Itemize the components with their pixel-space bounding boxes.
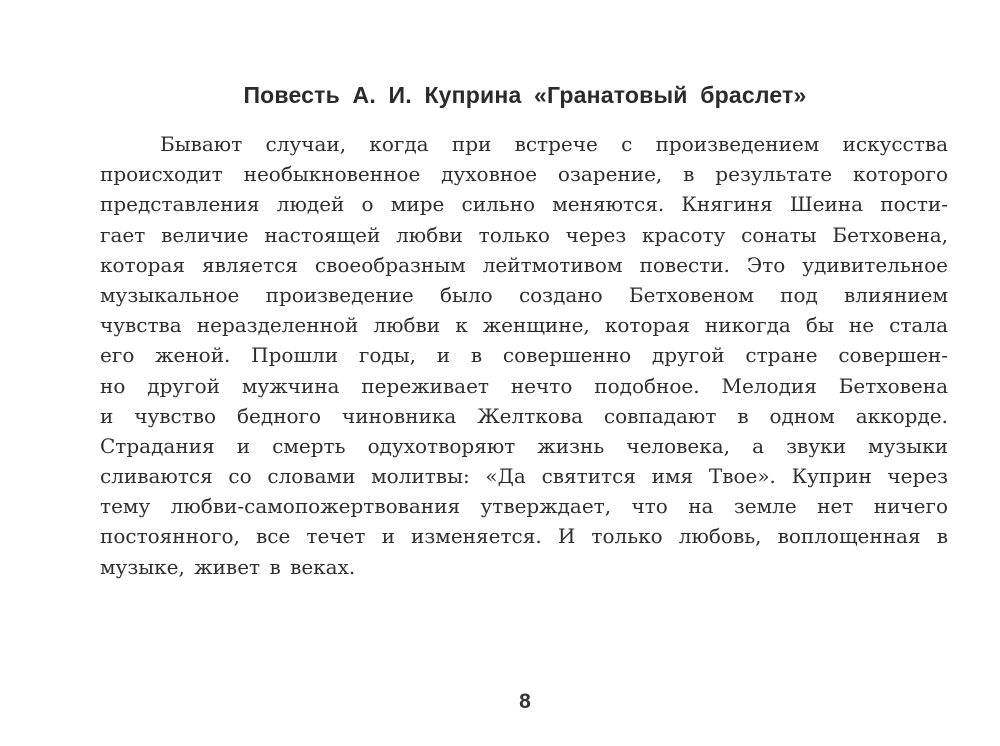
text-line: которая является своеобразным лейтмотивом повести. Это удивительное [100,252,948,277]
text-line: музыке, живет в веках. [100,554,356,579]
text-line: но другой мужчина переживает нечто подобное. Мелодия Бетховена [100,373,948,398]
text-line: его женой. Прошли годы, и в совершенно другой стране совершен- [100,343,948,368]
page-title: Повесть А. И. Куприна «Гранатовый браслет» [243,82,807,108]
text-line: чувства неразделенной любви к женщине, которая никогда бы не стала [100,313,948,338]
text-line: Бывают случаи, когда при встрече с произведением искусства [160,132,948,156]
text-line: тему любви-самопожертвования утверждает, что на земле нет ничего [100,494,948,519]
text-line: и чувство бедного чиновника Желткова совпадают в одном аккорде. [100,403,948,428]
text-line: происходит необыкновенное духовное озарение, в результате которого [100,162,948,187]
body-paragraph [100,129,948,582]
text-line: представления людей о мире сильно меняются. Княгиня Шеина пости- [100,192,948,217]
text-line: сливаются со словами молитвы: «Да святится имя Твое». Куприн через [100,464,948,489]
text-line: Страдания и смерть одухотворяют жизнь человека, а звуки музыки [100,433,948,458]
text-line: музыкальное произведение было создано Бетховеном под влиянием [100,282,948,307]
page-number: 8 [519,690,531,713]
text-line: гает величие настоящей любви только через красоту сонаты Бетховена, [100,222,948,247]
text-line: постоянного, все течет и изменяется. И только любовь, воплощенная в [100,524,948,549]
